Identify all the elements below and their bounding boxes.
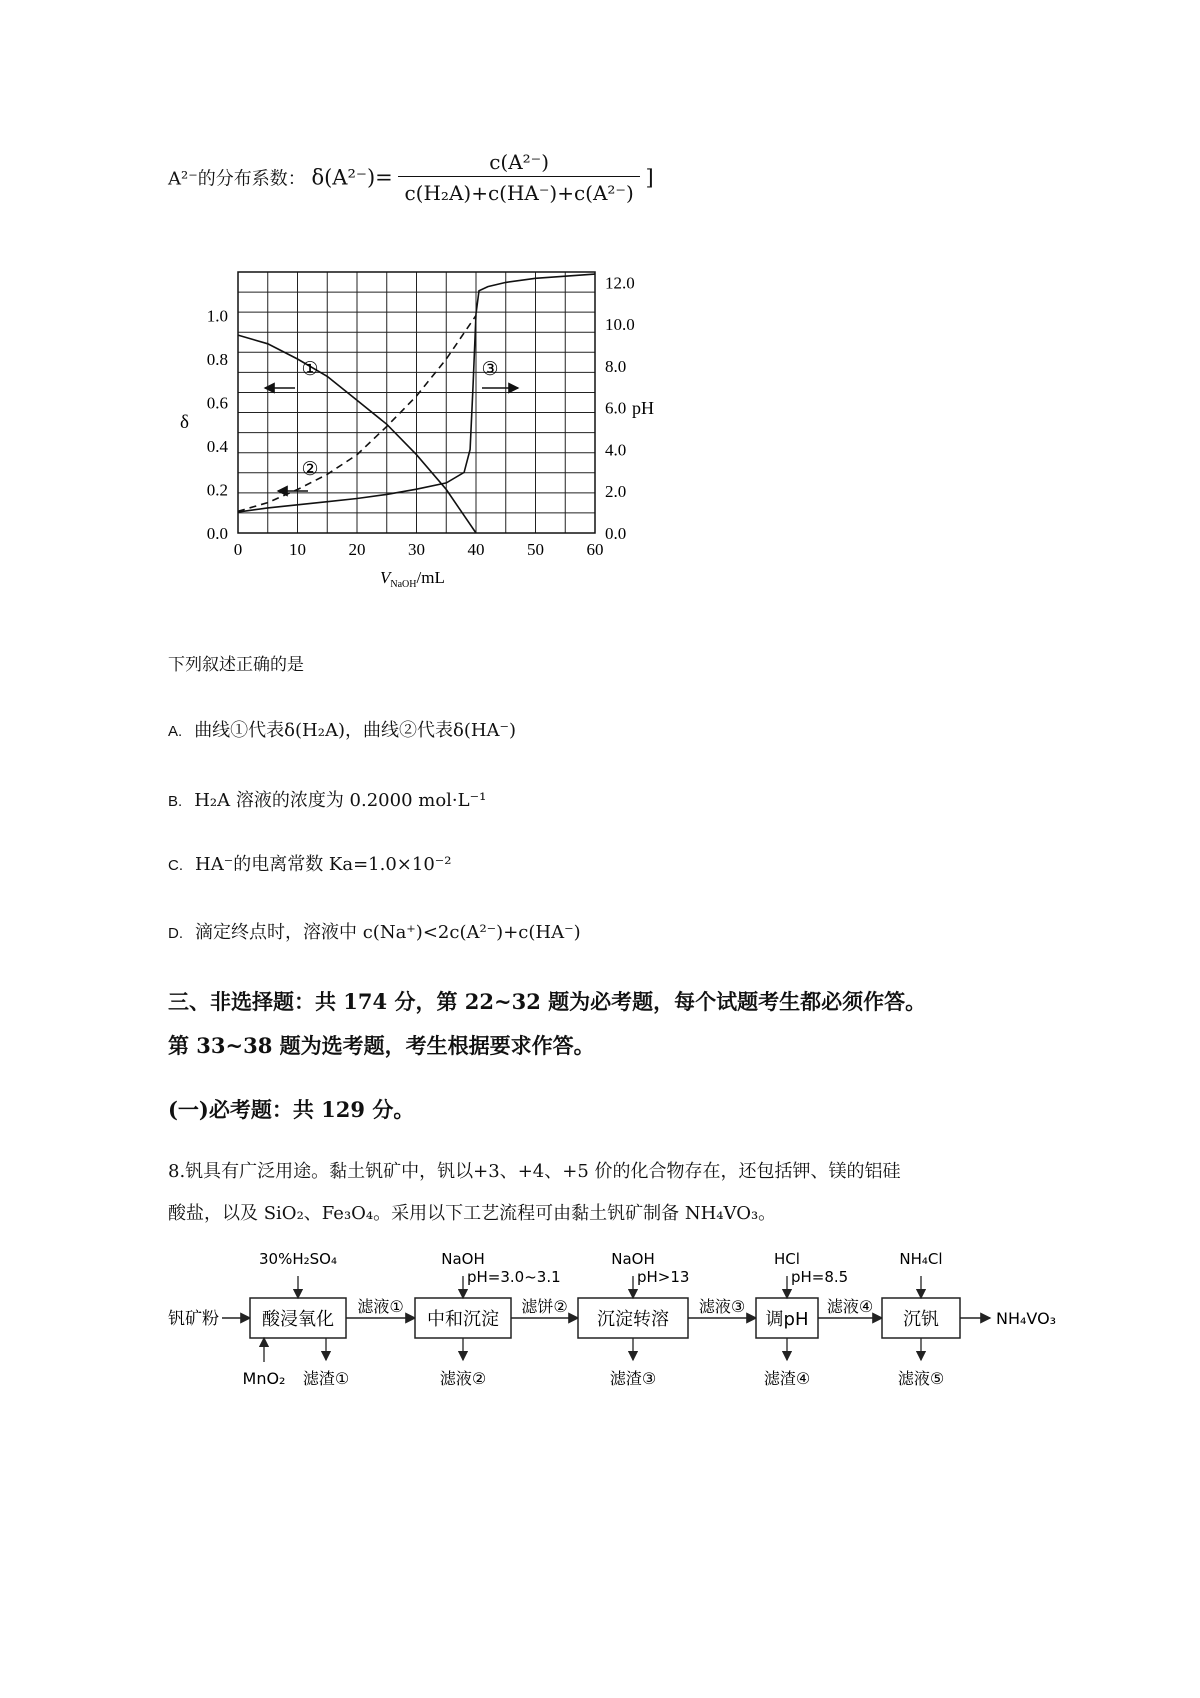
y-right-tick-label: 0.0 <box>605 524 627 543</box>
x-tick-label: 60 <box>586 540 604 559</box>
option-d <box>168 918 581 944</box>
flow-box-label-3: 沉淀转溶 <box>597 1309 669 1330</box>
option-d-label: D. <box>168 925 183 942</box>
x-tick-label: 40 <box>467 540 485 559</box>
q8-line-1: 8.钒具有广泛用途。黏土钒矿中，钒以+3、+4、+5 价的化合物存在，还包括钾、镁的铝硅 <box>168 1161 901 1182</box>
curve-label-3: ③ <box>481 359 499 380</box>
flow-input-label: pH=8.5 <box>791 1268 849 1286</box>
y-left-tick-label: 1.0 <box>206 306 228 326</box>
chart-annotations <box>265 359 518 491</box>
flow-output-label: 滤渣④ <box>763 1369 811 1388</box>
flow-input-label: pH=3.0~3.1 <box>467 1268 561 1286</box>
q8-line-2: 酸盐，以及 SiO₂、Fe₃O₄。采用以下工艺流程可由黏土钒矿制备 NH₄VO₃。 <box>168 1203 777 1224</box>
y-left-tick-label: 0.8 <box>206 350 228 369</box>
option-a <box>168 716 516 742</box>
y-right-tick-label: 2.0 <box>605 482 627 502</box>
flow-link-label: 滤液④ <box>826 1297 874 1316</box>
section-heading-2: 第 33~38 题为选考题，考生根据要求作答。 <box>168 1033 595 1058</box>
option-c-text: HA⁻的电离常数 Ka=1.0×10⁻² <box>195 854 452 875</box>
x-tick-label: 10 <box>289 540 306 559</box>
flow-box-label-1: 酸浸氧化 <box>262 1309 334 1330</box>
option-d-text: 滴定终点时，溶液中 c(Na⁺)<2c(A²⁻)+c(HA⁻) <box>195 922 581 943</box>
option-b <box>168 786 486 812</box>
titration-chart <box>170 260 670 600</box>
y-left-tick-label: 0.0 <box>206 524 228 543</box>
formula-lhs: δ(A²⁻)= <box>311 165 393 190</box>
flow-link-label: 滤液③ <box>698 1297 746 1316</box>
flow-input-label: pH>13 <box>637 1268 690 1286</box>
curve-label-2: ② <box>301 459 319 480</box>
formula-line <box>168 150 654 205</box>
flow-link-label: 滤液① <box>357 1297 404 1316</box>
y-right-label: pH <box>632 398 654 418</box>
section-heading-1: 三、非选择题：共 174 分，第 22~32 题为必考题，每个试题考生都必须作答。 <box>168 989 927 1014</box>
flow-output-label: 滤渣① <box>302 1369 350 1388</box>
y-right-tick-label: 12.0 <box>605 273 635 293</box>
y-right-tick-label: 8.0 <box>605 356 627 376</box>
flow-box-label-4: 调pH <box>765 1309 809 1330</box>
chart-grid <box>238 272 595 533</box>
flow-start-label: 钒矿粉 <box>168 1309 219 1329</box>
x-tick-label: 0 <box>233 540 243 559</box>
y-left-label: δ <box>180 412 189 433</box>
y-right-tick-label: 4.0 <box>605 440 627 460</box>
flow-box-label-5: 沉钒 <box>903 1309 939 1330</box>
flow-input-label: NaOH <box>611 1250 655 1268</box>
option-a-label: A. <box>168 723 183 740</box>
y-left-tick-label: 0.4 <box>206 437 228 456</box>
option-c-label: C. <box>168 857 183 874</box>
flow-box-label-2: 中和沉淀 <box>427 1309 499 1330</box>
flow-input-label: 30%H₂SO₄ <box>259 1250 337 1268</box>
flow-output-label: 滤液② <box>439 1369 487 1388</box>
flow-end-label: NH₄VO₃ <box>996 1309 1057 1328</box>
x-tick-label: 30 <box>408 540 425 559</box>
formula-denominator: c(H₂A)+c(HA⁻)+c(A²⁻) <box>404 181 634 205</box>
y-left-tick-label: 0.2 <box>206 480 228 500</box>
formula-numerator: c(A²⁻) <box>398 150 639 177</box>
flow-input-label: NaOH <box>441 1250 485 1268</box>
curve-label-1: ① <box>301 359 319 380</box>
y-right-tick-label: 6.0 <box>605 398 627 418</box>
y-right-tick-label: 10.0 <box>605 315 635 335</box>
formula-fraction <box>398 150 639 205</box>
y-left-tick-label: 0.6 <box>206 393 228 413</box>
option-c <box>168 850 452 876</box>
option-b-label: B. <box>168 793 183 810</box>
x-axis-label: $V_{NaOH}/mL$ <box>380 568 445 590</box>
flow-extra-label: MnO₂ <box>242 1369 286 1388</box>
flow-link-label: 滤饼② <box>521 1297 568 1316</box>
option-b-text: H₂A 溶液的浓度为 0.2000 mol·L⁻¹ <box>194 790 487 811</box>
formula-prefix: A²⁻的分布系数： <box>168 168 306 190</box>
formula-suffix: ] <box>645 165 654 190</box>
flow-input-label: NH₄Cl <box>899 1250 943 1268</box>
x-tick-label: 50 <box>527 540 544 559</box>
flow-output-label: 滤液⑤ <box>897 1369 945 1388</box>
flow-input-label: HCl <box>774 1250 800 1268</box>
process-flow-diagram <box>160 1250 1057 1400</box>
x-tick-label: 20 <box>348 540 366 559</box>
question-prompt: 下列叙述正确的是 <box>168 655 304 675</box>
section-sub: (一)必考题：共 129 分。 <box>168 1097 415 1122</box>
option-a-text: 曲线①代表δ(H₂A)，曲线②代表δ(HA⁻) <box>194 720 517 741</box>
flow-output-label: 滤渣③ <box>609 1369 657 1388</box>
